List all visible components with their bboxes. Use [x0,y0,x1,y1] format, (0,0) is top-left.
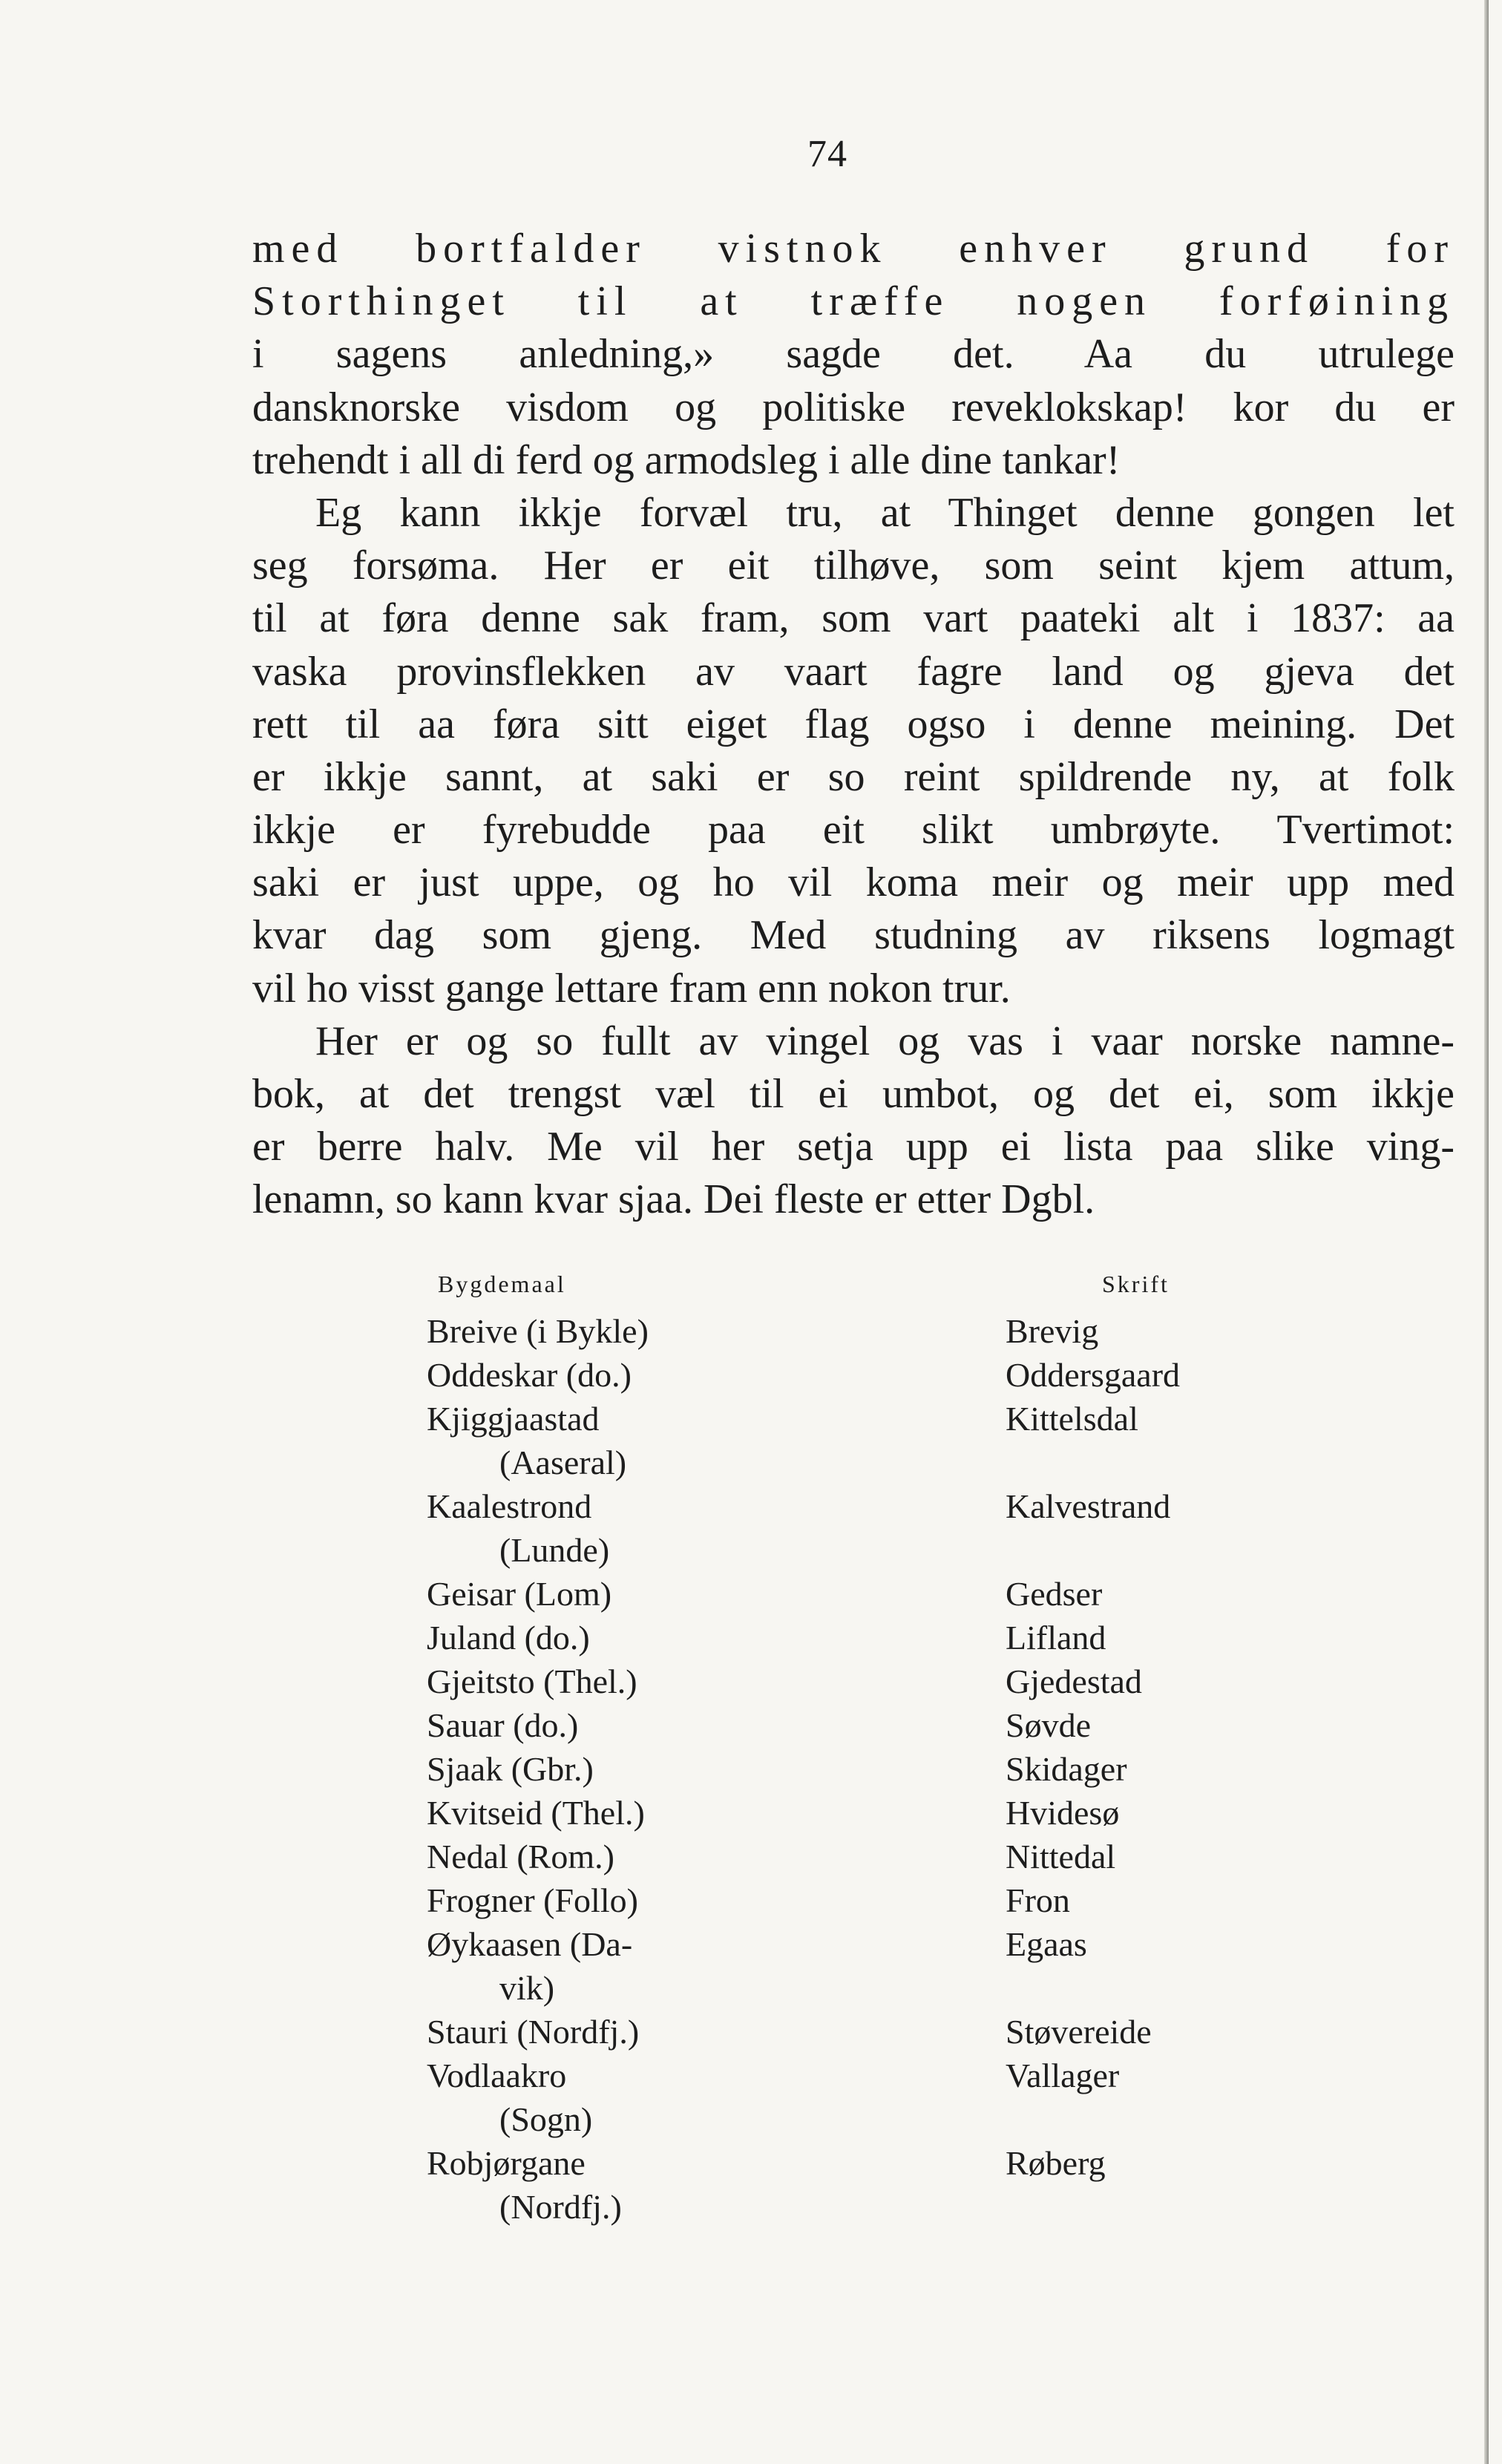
table-row [427,1968,1317,2012]
skrift-cell: Fron [1006,1881,1070,1919]
table-row [427,2187,1317,2231]
table-row [427,1881,1317,1924]
bygdemaal-cell: Breive (i Bykle) [427,1312,649,1350]
skrift-cell: Oddersgaard [1006,1356,1181,1394]
table-row [427,2012,1317,2056]
skrift-cell: Kittelsdal [1006,1400,1138,1438]
bygdemaal-cell: Frogner (Follo) [427,1881,638,1919]
text-line: er berre halv. Me vil her setja upp ei lista paa slike ving- [252,1124,1455,1170]
table-row [427,1793,1317,1837]
bygdemaal-cell: Sauar (do.) [427,1706,579,1744]
bygdemaal-cell: vik) [499,1969,555,2007]
skrift-cell: Egaas [1006,1925,1087,1963]
bygdemaal-cell: Kvitseid (Thel.) [427,1794,645,1832]
skrift-cell: Nittedal [1006,1838,1116,1875]
bygdemaal-cell: Robjørgane [427,2144,586,2182]
table-row [427,1399,1317,1443]
column-header-skrift: Skrift [1102,1271,1170,1297]
text-line: Storthinget til at træffe nogen forføining [252,278,1455,325]
table-row [427,2100,1317,2143]
skrift-cell: Kalvestrand [1006,1487,1171,1525]
bygdemaal-cell: Nedal (Rom.) [427,1838,614,1875]
text-line: saki er just uppe, og ho vil koma meir og meir upp med [252,859,1455,906]
page-number: 74 [807,133,847,175]
text-line: lenamn, so kann kvar sjaa. Dei fleste er etter Dgbl. [252,1176,1095,1223]
text-line: Her er og so fullt av vingel og vas i vaar norske namne- [315,1018,1455,1064]
bygdemaal-cell: Sjaak (Gbr.) [427,1750,594,1788]
bygdemaal-cell: Kjiggjaastad [427,1400,600,1438]
skrift-cell: Brevig [1006,1312,1099,1350]
bygdemaal-cell: Geisar (Lom) [427,1575,612,1613]
bygdemaal-cell: (Nordfj.) [499,2188,622,2226]
skrift-cell: Hvidesø [1006,1794,1120,1832]
table-row [427,1530,1317,1574]
table-rows [427,1311,1317,2231]
skrift-cell: Støvereide [1006,2013,1152,2051]
table-row [427,1618,1317,1662]
skrift-cell: Søvde [1006,1706,1091,1744]
text-line: dansknorske visdom og politiske reveklokskap! kor du er [252,384,1455,430]
bygdemaal-cell: Vodlaakro [427,2057,567,2094]
bygdemaal-cell: (Aaseral) [499,1444,627,1481]
text-line: vaska provinsflekken av vaart fagre land og gjeva det [252,648,1455,695]
table-row [427,1487,1317,1530]
table-row [427,1662,1317,1706]
body-text [252,223,1455,1227]
skrift-cell: Skidager [1006,1750,1127,1788]
bygdemaal-cell: Kaalestrond [427,1487,592,1525]
page-edge [1484,0,1489,2464]
text-line: bok, at det trengst væl til ei umbot, og det ei, som ikkje [252,1071,1455,1117]
table-row [427,1706,1317,1749]
skrift-cell: Lifland [1006,1619,1106,1657]
table-row [427,2143,1317,2187]
text-line: til at føra denne sak fram, som vart paateki alt i 1837: aa [252,595,1455,642]
text-line: med bortfalder vistnok enhver grund for [252,226,1455,272]
table-row [427,1443,1317,1487]
table-row [427,1924,1317,1968]
text-line: kvar dag som gjeng. Med studning av riksens logmagt [252,912,1455,959]
text-line: Eg kann ikkje forvæl tru, at Thinget denne gongen let [315,489,1455,536]
bygdemaal-cell: Stauri (Nordfj.) [427,2013,640,2051]
bygdemaal-cell: Gjeitsto (Thel.) [427,1662,637,1700]
table-row [427,1749,1317,1793]
skrift-cell: Røberg [1006,2144,1106,2182]
skrift-cell: Gjedestad [1006,1662,1142,1700]
column-header-bygdemaal: Bygdemaal [438,1271,566,1297]
table-row [427,1837,1317,1881]
text-line: vil ho visst gange lettare fram enn nokon trur. [252,965,1011,1012]
table-row [427,2056,1317,2100]
table-row [427,1311,1317,1355]
bygdemaal-cell: (Sogn) [499,2100,593,2138]
text-line: trehendt i all di ferd og armodsleg i alle dine tankar! [252,436,1121,483]
skrift-cell: Gedser [1006,1575,1103,1613]
bygdemaal-cell: Oddeskar (do.) [427,1356,632,1394]
table-row [427,1574,1317,1618]
text-line: rett til aa føra sitt eiget flag ogso i denne meining. Det [252,701,1455,747]
text-line: er ikkje sannt, at saki er so reint spildrende ny, at folk [252,753,1455,800]
bygdemaal-cell: Juland (do.) [427,1619,590,1657]
skrift-cell: Vallager [1006,2057,1120,2094]
text-line: seg forsøma. Her er eit tilhøve, som seint kjem attum, [252,543,1455,589]
text-line: i sagens anledning,» sagde det. Aa du utrulege [252,331,1455,378]
bygdemaal-cell: Øykaasen (Da- [427,1925,633,1963]
text-line: ikkje er fyrebudde paa eit slikt umbrøyte. Tvertimot: [252,807,1455,853]
bygdemaal-cell: (Lunde) [499,1531,610,1569]
table-row [427,1355,1317,1399]
